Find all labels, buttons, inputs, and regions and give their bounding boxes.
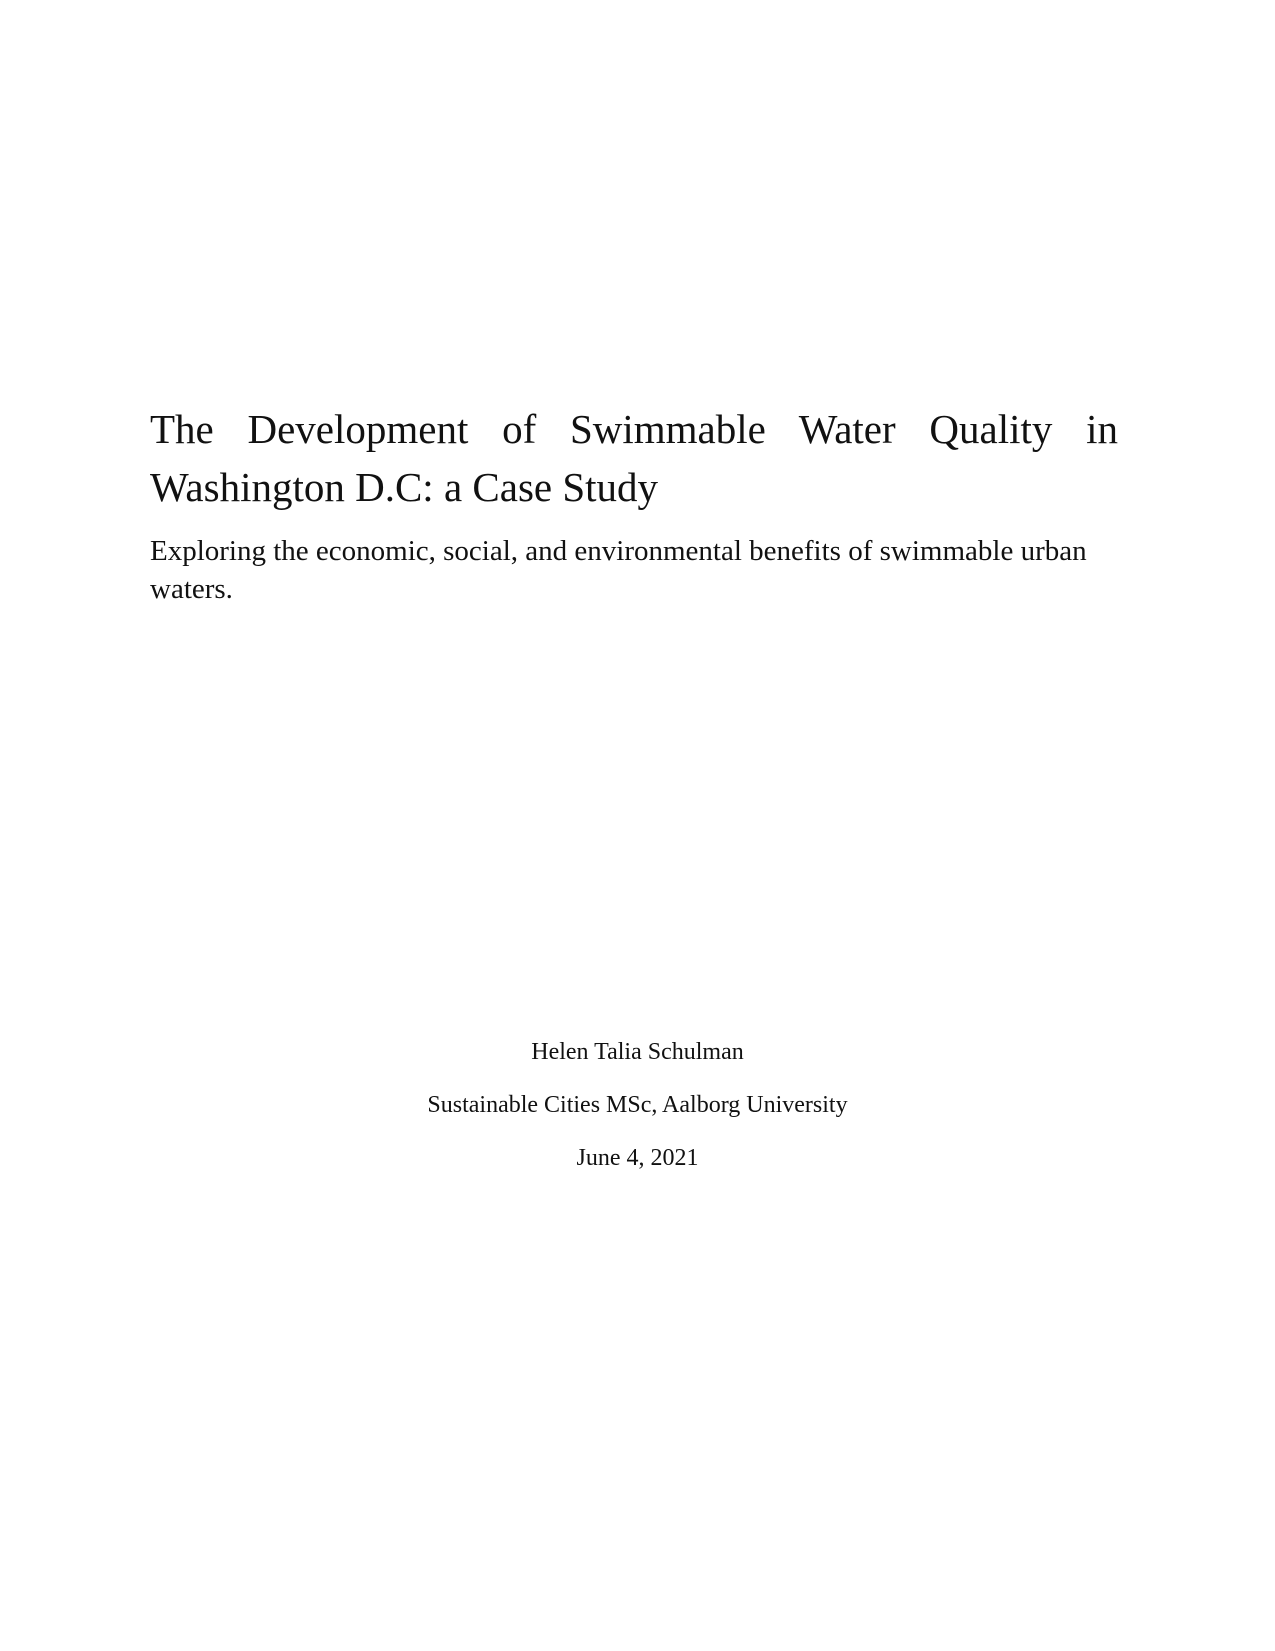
document-subtitle: Exploring the economic, social, and environmental benefits of swimmable urban waters.	[150, 535, 1087, 605]
author-name: Helen Talia Schulman	[531, 1039, 744, 1065]
document-date: June 4, 2021	[576, 1145, 699, 1171]
document-title: The Development of Swimmable Water Quality in Washington D.C: a Case Study	[150, 406, 1118, 510]
program-affiliation: Sustainable Cities MSc, Aalborg University	[427, 1092, 848, 1118]
